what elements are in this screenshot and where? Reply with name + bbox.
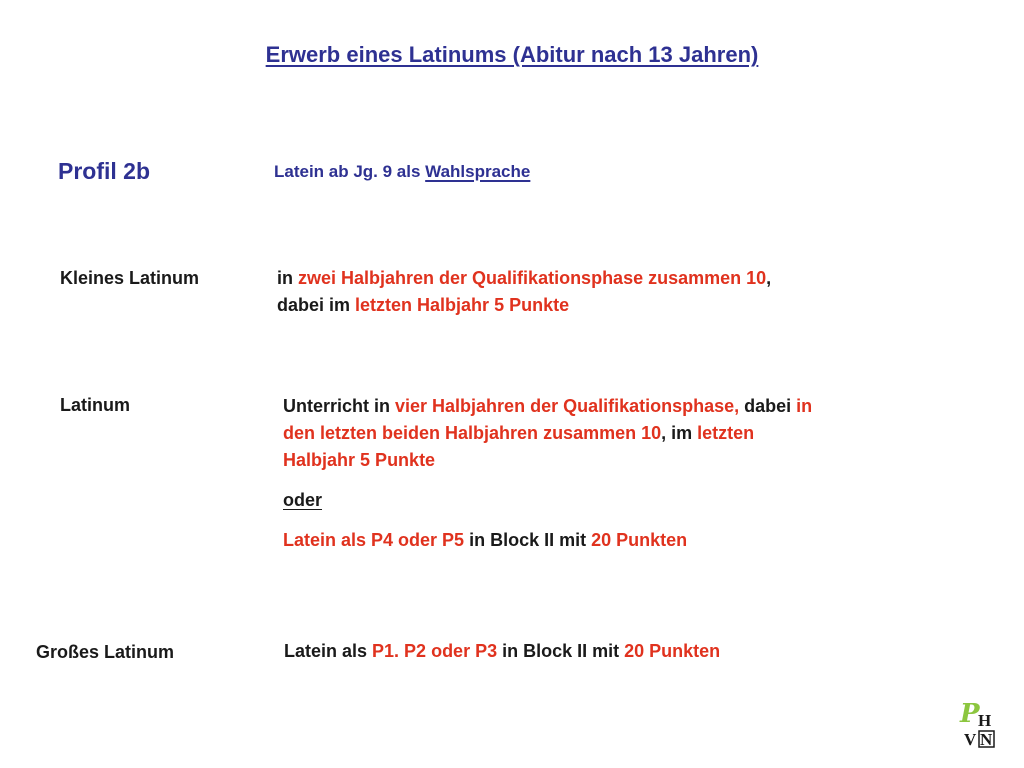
kleines-latinum-text bbox=[277, 265, 771, 319]
kleines-latinum-label: Kleines Latinum bbox=[60, 268, 200, 288]
latinum-line-4 bbox=[283, 527, 812, 554]
kleines-line-2 bbox=[277, 292, 771, 319]
latinum-line-1 bbox=[283, 393, 812, 420]
latinum-text bbox=[283, 393, 812, 554]
text-segment: Unterricht in bbox=[283, 396, 396, 416]
logo-letter-n: N bbox=[980, 730, 993, 749]
text-segment: Latein als P4 oder P5 bbox=[283, 530, 465, 550]
profile-label: Profil 2b bbox=[58, 158, 151, 184]
text-segment: dabei bbox=[739, 396, 797, 416]
text-segment: in Block II mit bbox=[497, 641, 625, 661]
text-segment: 5 Punkte bbox=[360, 450, 436, 470]
oder-text: oder bbox=[283, 490, 323, 510]
profile-desc-underlined: Wahlsprache bbox=[425, 162, 531, 181]
latinum-label: Latinum bbox=[60, 395, 130, 415]
page-title bbox=[0, 42, 1024, 68]
text-segment: zusammen 10 bbox=[648, 268, 767, 288]
logo-letter-v: V bbox=[964, 730, 977, 749]
page-title-text: Erwerb eines Latinums (Abitur nach 13 Jahren) bbox=[265, 42, 759, 67]
grosses-latinum-text bbox=[284, 638, 720, 665]
text-segment: in bbox=[796, 396, 813, 416]
text-segment: zusammen 10 bbox=[543, 423, 662, 443]
text-segment: in bbox=[277, 268, 298, 288]
text-segment: 20 Punkten bbox=[591, 530, 688, 550]
kleines-line-1 bbox=[277, 265, 771, 292]
text-segment: , bbox=[766, 268, 772, 288]
text-segment: dabei im bbox=[277, 295, 356, 315]
text-segment: letzten bbox=[697, 423, 755, 443]
logo-letter-h: H bbox=[978, 711, 992, 730]
text-segment: 20 Punkten bbox=[624, 641, 721, 661]
text-segment: den letzten beiden Halbjahren bbox=[283, 423, 539, 443]
grosses-latinum-label: Großes Latinum bbox=[36, 642, 175, 662]
latinum-oder bbox=[283, 487, 812, 514]
school-logo bbox=[958, 700, 1000, 750]
text-segment: , im bbox=[661, 423, 698, 443]
logo-script-letter: P bbox=[960, 700, 980, 729]
latinum-line-3 bbox=[283, 447, 812, 474]
text-segment: Latein als bbox=[284, 641, 373, 661]
text-segment: in Block II mit bbox=[464, 530, 592, 550]
grosses-line-1 bbox=[284, 638, 720, 665]
text-segment: Halbjahr bbox=[283, 450, 356, 470]
text-segment: 5 Punkte bbox=[494, 295, 570, 315]
profile-description bbox=[274, 162, 530, 182]
text-segment: letzten Halbjahr bbox=[355, 295, 490, 315]
text-segment: vier Halbjahren der Qualifikationsphase, bbox=[395, 396, 740, 416]
latinum-line-2 bbox=[283, 420, 812, 447]
logo-icon bbox=[958, 700, 1000, 750]
profile-desc-prefix: Latein ab Jg. 9 als bbox=[274, 162, 426, 181]
text-segment: zwei Halbjahren der Qualifikationsphase bbox=[298, 268, 644, 288]
text-segment: P1. P2 oder P3 bbox=[372, 641, 498, 661]
